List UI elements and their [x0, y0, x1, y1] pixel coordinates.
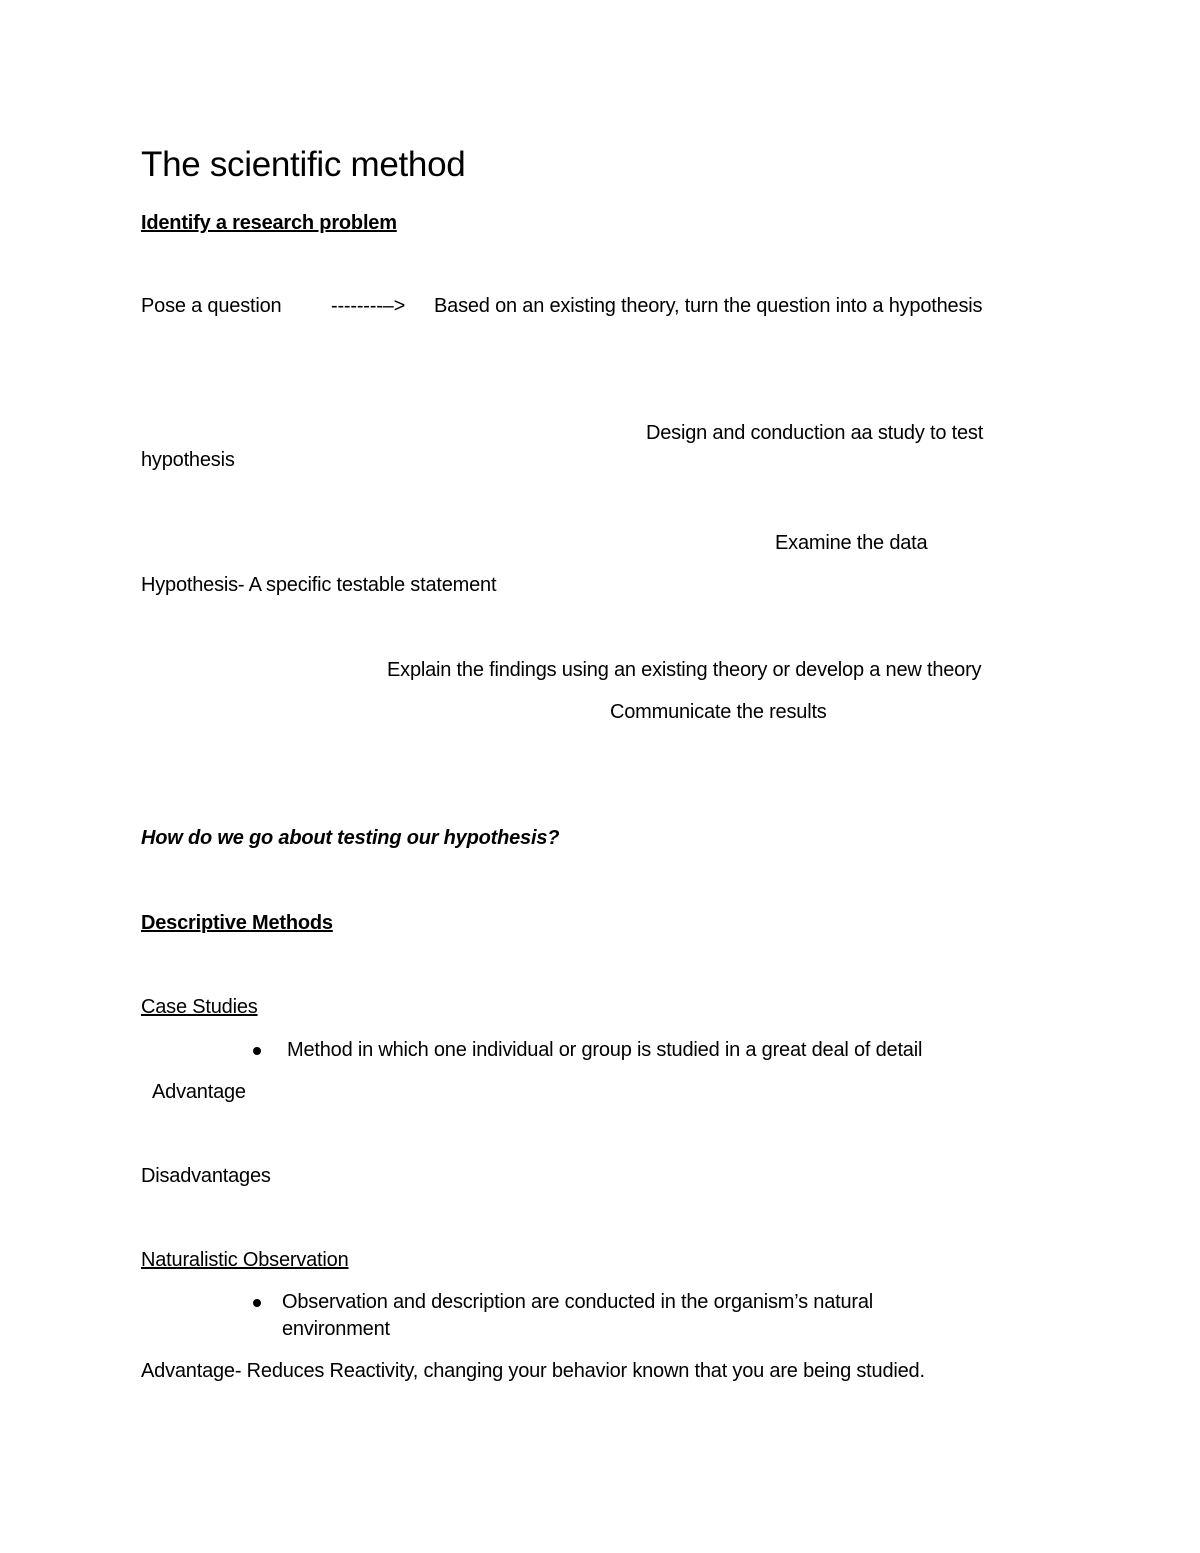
naturalistic-observation-heading: Naturalistic Observation: [141, 1249, 349, 1271]
hypothesis-word-text: hypothesis: [141, 449, 235, 471]
design-study-text: Design and conduction aa study to test: [646, 422, 984, 444]
case-studies-disadvantages: Disadvantages: [141, 1165, 271, 1187]
bullet-dot-icon: [253, 1047, 261, 1055]
case-studies-heading: Case Studies: [141, 996, 258, 1018]
heading-research-problem: Identify a research problem: [141, 212, 397, 234]
case-studies-advantage: Advantage: [152, 1081, 246, 1103]
explain-findings-text: Explain the findings using an existing theory or develop a new theory: [387, 659, 982, 681]
hypothesis-definition-text: Hypothesis- A specific testable statement: [141, 574, 497, 596]
pose-question-text: Pose a question: [141, 295, 282, 317]
communicate-results-text: Communicate the results: [610, 701, 827, 723]
naturalistic-bullet-line1: Observation and description are conducted in the organism’s natural: [282, 1291, 874, 1313]
page-title: The scientific method: [141, 145, 466, 184]
descriptive-methods-heading: Descriptive Methods: [141, 912, 333, 934]
arrow-text: --------–>: [331, 295, 406, 317]
examine-data-text: Examine the data: [775, 532, 928, 554]
testing-question-heading: How do we go about testing our hypothesis?: [141, 827, 560, 849]
naturalistic-advantage: Advantage- Reduces Reactivity, changing your behavior known that you are being studied.: [141, 1360, 925, 1382]
naturalistic-bullet-line2: environment: [282, 1318, 390, 1340]
bullet-dot-icon: [253, 1299, 261, 1307]
based-on-theory-text: Based on an existing theory, turn the question into a hypothesis: [434, 295, 983, 317]
case-studies-bullet-text: Method in which one individual or group is studied in a great deal of detail: [287, 1039, 923, 1061]
